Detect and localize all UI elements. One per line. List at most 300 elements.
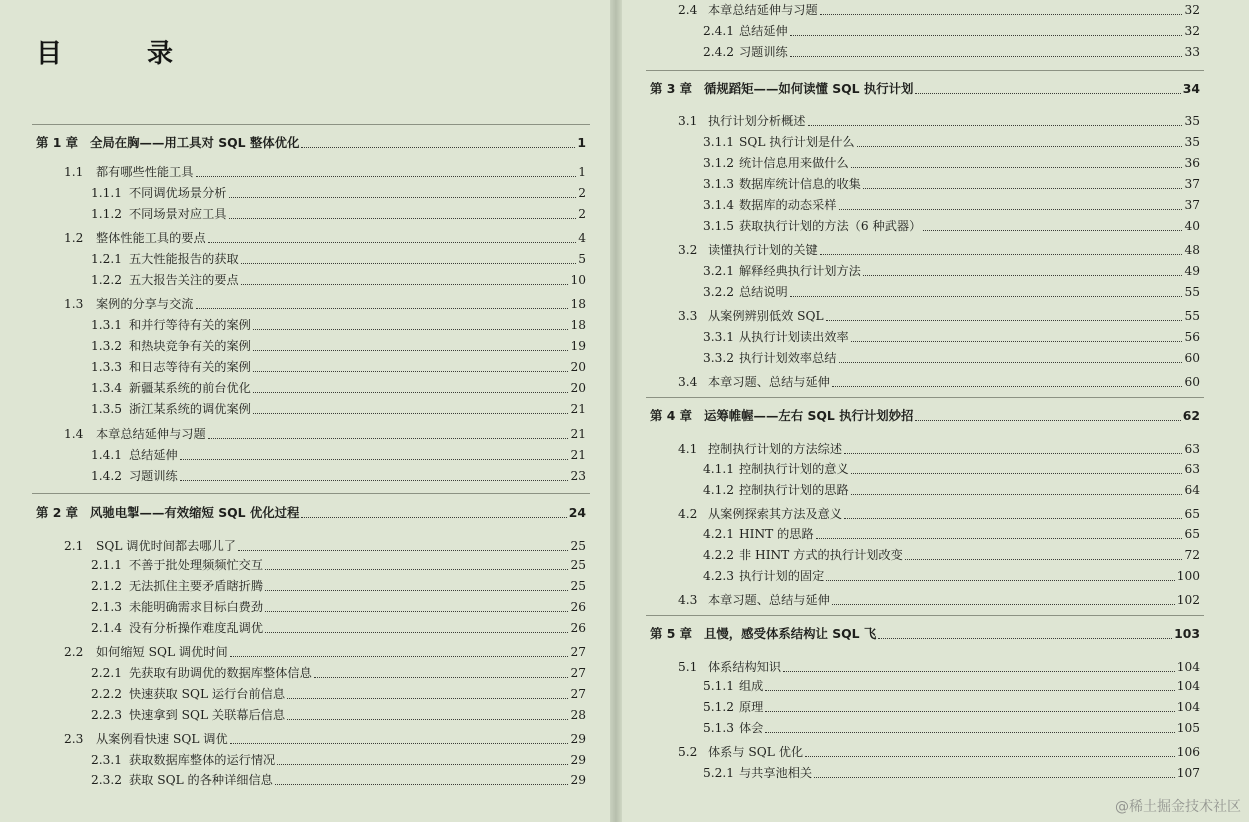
dot-leader xyxy=(863,188,1183,189)
toc-entry-page: 36 xyxy=(1184,156,1200,170)
toc-entry-title: 获取执行计划的方法（6 种武器） xyxy=(739,219,922,233)
toc-entry-page: 29 xyxy=(570,732,586,746)
toc-subsection-entry xyxy=(91,184,586,202)
chapter-divider xyxy=(32,493,590,494)
toc-entry-title: SQL 调优时间都去哪儿了 xyxy=(96,539,236,553)
toc-section-entry xyxy=(678,307,1200,325)
toc-subsection-entry xyxy=(91,706,586,724)
toc-entry-number: 2.2.1 xyxy=(91,666,123,680)
chapter-divider xyxy=(32,124,590,125)
toc-entry-number: 4.1.2 xyxy=(703,483,735,497)
dot-leader xyxy=(844,453,1182,454)
toc-title: 目 录 xyxy=(36,39,212,69)
toc-entry-page: 60 xyxy=(1184,375,1200,389)
toc-entry-page: 19 xyxy=(570,339,586,353)
toc-entry-title: 无法抓住主要矛盾瞎折腾 xyxy=(129,579,264,593)
toc-entry-number: 1.3.4 xyxy=(91,381,123,395)
toc-entry-number: 3.2.2 xyxy=(703,285,735,299)
toc-entry-title: 不同调优场景分析 xyxy=(129,186,227,200)
toc-chapter-entry xyxy=(650,625,1200,643)
toc-entry-title: 原理 xyxy=(739,700,764,714)
dot-leader xyxy=(832,604,1175,605)
toc-section-entry xyxy=(64,229,586,247)
toc-section-entry xyxy=(64,730,586,748)
dot-leader xyxy=(783,671,1175,672)
toc-entry-page: 21 xyxy=(570,402,586,416)
toc-entry-page: 35 xyxy=(1184,114,1200,128)
dot-leader xyxy=(844,518,1182,519)
dot-leader xyxy=(878,638,1172,639)
dot-leader xyxy=(923,230,1182,231)
toc-entry-number: 2.2.2 xyxy=(91,687,123,701)
toc-entry-page: 106 xyxy=(1176,745,1200,759)
toc-entry-number: 1.2 xyxy=(64,231,84,245)
toc-entry-page: 32 xyxy=(1184,3,1200,17)
toc-entry-title: 且慢，感受体系结构让 SQL 飞 xyxy=(704,626,877,641)
toc-section-entry xyxy=(64,425,586,443)
toc-section-entry xyxy=(64,537,586,555)
toc-entry-number: 2.1.4 xyxy=(91,621,123,635)
toc-entry-number: 1.3.5 xyxy=(91,402,123,416)
toc-entry-title: 不善于批处理频频忙交互 xyxy=(129,558,264,572)
toc-entry-title: 从案例辨别低效 SQL xyxy=(708,309,824,323)
toc-entry-page: 20 xyxy=(570,381,586,395)
toc-entry-page: 29 xyxy=(570,773,586,787)
dot-leader xyxy=(196,308,569,309)
toc-entry-number: 3.1 xyxy=(678,114,698,128)
toc-entry-title: 和日志等待有关的案例 xyxy=(129,360,251,374)
toc-entry-title: 习题训练 xyxy=(739,45,788,59)
toc-subsection-entry xyxy=(703,677,1200,695)
dot-leader xyxy=(808,125,1183,126)
toc-entry-title: 体系结构知识 xyxy=(708,660,782,674)
dot-leader xyxy=(905,559,1183,560)
toc-entry-number: 1.1 xyxy=(64,165,84,179)
chapter-divider xyxy=(646,70,1204,71)
toc-entry-number: 2.3.1 xyxy=(91,753,123,767)
dot-leader xyxy=(230,656,569,657)
toc-section-entry xyxy=(64,295,586,313)
toc-subsection-entry xyxy=(703,460,1200,478)
toc-entry-number: 2.2 xyxy=(64,645,84,659)
toc-entry-number: 2.4 xyxy=(678,3,698,17)
toc-entry-page: 28 xyxy=(570,708,586,722)
toc-entry-number: 3.1.3 xyxy=(703,177,735,191)
toc-entry-number: 5.1.1 xyxy=(703,679,735,693)
toc-entry-number: 1.1.2 xyxy=(91,207,123,221)
toc-entry-page: 107 xyxy=(1176,766,1200,780)
toc-entry-title: 风驰电掣——有效缩短 SQL 优化过程 xyxy=(90,505,300,520)
toc-entry-number: 5.1.3 xyxy=(703,721,735,735)
dot-leader xyxy=(790,35,1183,36)
toc-subsection-entry xyxy=(91,205,586,223)
toc-subsection-entry xyxy=(91,379,586,397)
toc-subsection-entry xyxy=(703,262,1200,280)
dot-leader xyxy=(851,494,1183,495)
toc-subsection-entry xyxy=(703,764,1200,782)
toc-entry-page: 37 xyxy=(1184,198,1200,212)
toc-subsection-entry xyxy=(703,546,1200,564)
toc-subsection-entry xyxy=(91,316,586,334)
toc-entry-page: 64 xyxy=(1184,483,1200,497)
toc-section-entry xyxy=(678,505,1200,523)
toc-subsection-entry xyxy=(91,556,586,574)
toc-entry-title: 控制执行计划的方法综述 xyxy=(708,442,843,456)
dot-leader xyxy=(790,296,1183,297)
toc-entry-title: 本章总结延伸与习题 xyxy=(708,3,818,17)
dot-leader xyxy=(851,341,1183,342)
toc-entry-page: 1 xyxy=(577,135,586,150)
toc-entry-title: 执行计划效率总结 xyxy=(739,351,837,365)
toc-entry-number: 1.3 xyxy=(64,297,84,311)
toc-section-entry xyxy=(64,163,586,181)
toc-entry-page: 63 xyxy=(1184,442,1200,456)
toc-entry-title: 如何缩短 SQL 调优时间 xyxy=(96,645,228,659)
toc-entry-title: 全局在胸——用工具对 SQL 整体优化 xyxy=(90,135,300,150)
toc-entry-page: 104 xyxy=(1176,700,1200,714)
toc-entry-number: 2.1.2 xyxy=(91,579,123,593)
toc-subsection-entry xyxy=(91,685,586,703)
toc-entry-number: 第 5 章 xyxy=(650,626,693,641)
toc-entry-number: 1.4.1 xyxy=(91,448,123,462)
toc-entry-title: 总结说明 xyxy=(739,285,788,299)
toc-entry-page: 1 xyxy=(578,165,586,179)
toc-subsection-entry xyxy=(703,154,1200,172)
toc-subsection-entry xyxy=(91,250,586,268)
toc-subsection-entry xyxy=(703,217,1200,235)
dot-leader xyxy=(915,93,1180,94)
toc-subsection-entry xyxy=(703,175,1200,193)
toc-entry-page: 65 xyxy=(1184,507,1200,521)
chapter-divider xyxy=(646,615,1204,616)
toc-entry-title: 读懂执行计划的关键 xyxy=(708,243,818,257)
toc-section-entry xyxy=(678,373,1200,391)
toc-entry-page: 34 xyxy=(1182,81,1200,96)
toc-entry-page: 56 xyxy=(1184,330,1200,344)
toc-entry-page: 35 xyxy=(1184,135,1200,149)
toc-entry-title: 从案例看快速 SQL 调优 xyxy=(96,732,228,746)
toc-entry-page: 25 xyxy=(570,579,586,593)
toc-subsection-entry xyxy=(703,133,1200,151)
toc-section-entry xyxy=(678,440,1200,458)
toc-entry-title: 未能明确需求目标白费劲 xyxy=(129,600,264,614)
toc-subsection-entry xyxy=(91,619,586,637)
toc-entry-page: 103 xyxy=(1174,626,1200,641)
toc-entry-page: 55 xyxy=(1184,309,1200,323)
toc-entry-number: 4.2 xyxy=(678,507,698,521)
toc-chapter-entry xyxy=(650,407,1200,425)
toc-section-entry xyxy=(678,591,1200,609)
toc-entry-title: 获取 SQL 的各种详细信息 xyxy=(129,773,273,787)
toc-entry-title: 从执行计划读出效率 xyxy=(739,330,849,344)
dot-leader xyxy=(287,719,568,720)
dot-leader xyxy=(826,320,1183,321)
toc-entry-title: 体系与 SQL 优化 xyxy=(708,745,804,759)
toc-entry-title: 非 HINT 方式的执行计划改变 xyxy=(739,548,903,562)
toc-entry-number: 5.1.2 xyxy=(703,700,735,714)
toc-entry-title: 整体性能工具的要点 xyxy=(96,231,206,245)
toc-entry-page: 65 xyxy=(1184,527,1200,541)
toc-entry-number: 第 1 章 xyxy=(36,135,79,150)
toc-entry-number: 3.3.2 xyxy=(703,351,735,365)
toc-entry-title: 获取数据库整体的运行情况 xyxy=(129,753,276,767)
toc-entry-title: 数据库的动态采样 xyxy=(739,198,837,212)
toc-section-entry xyxy=(64,643,586,661)
toc-subsection-entry xyxy=(703,525,1200,543)
toc-entry-number: 2.3.2 xyxy=(91,773,123,787)
toc-subsection-entry xyxy=(703,43,1200,61)
toc-entry-page: 105 xyxy=(1176,721,1200,735)
toc-entry-title: 执行计划分析概述 xyxy=(708,114,806,128)
dot-leader xyxy=(839,362,1183,363)
toc-entry-title: 快速拿到 SQL 关联幕后信息 xyxy=(129,708,286,722)
dot-leader xyxy=(301,517,566,518)
dot-leader xyxy=(314,677,569,678)
dot-leader xyxy=(265,590,568,591)
toc-entry-page: 25 xyxy=(570,558,586,572)
toc-entry-number: 2.1 xyxy=(64,539,84,553)
toc-entry-title: 没有分析操作难度乱调优 xyxy=(129,621,264,635)
toc-chapter-entry xyxy=(36,134,586,152)
toc-entry-number: 3.1.2 xyxy=(703,156,735,170)
toc-entry-page: 33 xyxy=(1184,45,1200,59)
toc-entry-title: HINT 的思路 xyxy=(739,527,814,541)
toc-entry-title: 不同场景对应工具 xyxy=(129,207,227,221)
toc-entry-number: 3.1.4 xyxy=(703,198,735,212)
toc-subsection-entry xyxy=(91,400,586,418)
dot-leader xyxy=(851,167,1183,168)
toc-entry-number: 3.1.1 xyxy=(703,135,735,149)
toc-entry-title: 运筹帷幄——左右 SQL 执行计划妙招 xyxy=(704,408,914,423)
toc-entry-page: 102 xyxy=(1176,593,1200,607)
toc-section-entry xyxy=(678,743,1200,761)
dot-leader xyxy=(277,764,568,765)
toc-entry-title: 本章总结延伸与习题 xyxy=(96,427,206,441)
toc-subsection-entry xyxy=(91,446,586,464)
toc-entry-page: 5 xyxy=(578,252,586,266)
toc-entry-number: 4.1.1 xyxy=(703,462,735,476)
dot-leader xyxy=(814,777,1175,778)
dot-leader xyxy=(820,14,1183,15)
toc-entry-title: 总结延伸 xyxy=(129,448,178,462)
toc-entry-number: 1.3.2 xyxy=(91,339,123,353)
toc-entry-page: 55 xyxy=(1184,285,1200,299)
toc-entry-number: 2.1.3 xyxy=(91,600,123,614)
toc-entry-page: 26 xyxy=(570,621,586,635)
toc-entry-title: 五大报告关注的要点 xyxy=(129,273,239,287)
dot-leader xyxy=(765,732,1174,733)
toc-entry-page: 100 xyxy=(1176,569,1200,583)
toc-subsection-entry xyxy=(91,598,586,616)
dot-leader xyxy=(287,698,568,699)
toc-entry-number: 2.1.1 xyxy=(91,558,123,572)
right-page xyxy=(622,0,1249,822)
dot-leader xyxy=(790,56,1183,57)
toc-chapter-entry xyxy=(650,80,1200,98)
toc-entry-page: 27 xyxy=(570,687,586,701)
toc-subsection-entry xyxy=(91,271,586,289)
toc-entry-number: 第 2 章 xyxy=(36,505,79,520)
dot-leader xyxy=(265,569,568,570)
watermark: @稀土掘金技术社区 xyxy=(1115,799,1241,815)
toc-entry-title: 控制执行计划的思路 xyxy=(739,483,849,497)
toc-entry-number: 4.2.1 xyxy=(703,527,735,541)
dot-leader xyxy=(765,711,1174,712)
dot-leader xyxy=(238,550,568,551)
dot-leader xyxy=(301,147,575,148)
toc-entry-title: 总结延伸 xyxy=(739,24,788,38)
dot-leader xyxy=(253,350,569,351)
toc-entry-page: 104 xyxy=(1176,679,1200,693)
toc-entry-number: 1.3.3 xyxy=(91,360,123,374)
dot-leader xyxy=(765,690,1174,691)
toc-entry-number: 1.3.1 xyxy=(91,318,123,332)
toc-subsection-entry xyxy=(703,567,1200,585)
toc-entry-number: 3.3 xyxy=(678,309,698,323)
toc-subsection-entry xyxy=(703,328,1200,346)
toc-chapter-entry xyxy=(36,504,586,522)
toc-entry-page: 60 xyxy=(1184,351,1200,365)
dot-leader xyxy=(820,254,1183,255)
dot-leader xyxy=(851,473,1183,474)
dot-leader xyxy=(832,386,1183,387)
toc-entry-page: 72 xyxy=(1184,548,1200,562)
toc-entry-page: 24 xyxy=(568,505,586,520)
toc-entry-number: 4.1 xyxy=(678,442,698,456)
toc-subsection-entry xyxy=(91,337,586,355)
toc-subsection-entry xyxy=(91,664,586,682)
toc-entry-page: 26 xyxy=(570,600,586,614)
dot-leader xyxy=(253,392,569,393)
toc-entry-number: 1.4 xyxy=(64,427,84,441)
toc-subsection-entry xyxy=(91,771,586,789)
dot-leader xyxy=(208,438,569,439)
toc-entry-number: 2.3 xyxy=(64,732,84,746)
dot-leader xyxy=(826,580,1174,581)
dot-leader xyxy=(253,329,569,330)
toc-entry-page: 104 xyxy=(1176,660,1200,674)
toc-entry-page: 32 xyxy=(1184,24,1200,38)
toc-entry-title: 浙江某系统的调优案例 xyxy=(129,402,251,416)
toc-entry-page: 2 xyxy=(578,186,586,200)
toc-entry-title: 和热块竞争有关的案例 xyxy=(129,339,251,353)
toc-entry-title: SQL 执行计划是什么 xyxy=(739,135,855,149)
dot-leader xyxy=(180,480,569,481)
toc-entry-page: 27 xyxy=(570,666,586,680)
dot-leader xyxy=(253,413,569,414)
dot-leader xyxy=(265,632,568,633)
toc-entry-page: 23 xyxy=(570,469,586,483)
dot-leader xyxy=(863,275,1183,276)
toc-entry-page: 25 xyxy=(570,539,586,553)
toc-entry-page: 62 xyxy=(1182,408,1200,423)
dot-leader xyxy=(208,242,577,243)
dot-leader xyxy=(805,756,1175,757)
toc-subsection-entry xyxy=(703,698,1200,716)
toc-entry-page: 4 xyxy=(578,231,586,245)
dot-leader xyxy=(265,611,568,612)
toc-entry-page: 18 xyxy=(570,297,586,311)
toc-section-entry xyxy=(678,1,1200,19)
dot-leader xyxy=(180,459,569,460)
dot-leader xyxy=(253,371,569,372)
dot-leader xyxy=(229,197,577,198)
toc-entry-page: 21 xyxy=(570,448,586,462)
dot-leader xyxy=(230,743,569,744)
toc-entry-number: 1.4.2 xyxy=(91,469,123,483)
toc-entry-title: 统计信息用来做什么 xyxy=(739,156,849,170)
toc-entry-title: 体会 xyxy=(739,721,764,735)
toc-section-entry xyxy=(678,112,1200,130)
toc-entry-number: 4.3 xyxy=(678,593,698,607)
toc-entry-title: 数据库统计信息的收集 xyxy=(739,177,861,191)
dot-leader xyxy=(241,263,577,264)
toc-entry-page: 27 xyxy=(570,645,586,659)
dot-leader xyxy=(275,784,569,785)
toc-entry-title: 习题训练 xyxy=(129,469,178,483)
dot-leader xyxy=(915,420,1180,421)
page-gutter xyxy=(610,0,622,822)
toc-entry-title: 与共享池相关 xyxy=(739,766,813,780)
dot-leader xyxy=(229,218,577,219)
toc-entry-page: 37 xyxy=(1184,177,1200,191)
toc-entry-number: 第 4 章 xyxy=(650,408,693,423)
toc-subsection-entry xyxy=(91,751,586,769)
toc-entry-number: 3.1.5 xyxy=(703,219,735,233)
toc-entry-number: 2.4.1 xyxy=(703,24,735,38)
toc-entry-title: 控制执行计划的意义 xyxy=(739,462,849,476)
toc-entry-number: 5.2 xyxy=(678,745,698,759)
toc-entry-title: 五大性能报告的获取 xyxy=(129,252,239,266)
toc-entry-page: 10 xyxy=(570,273,586,287)
toc-entry-number: 1.2.1 xyxy=(91,252,123,266)
toc-entry-number: 5.1 xyxy=(678,660,698,674)
dot-leader xyxy=(241,284,569,285)
toc-entry-number: 3.3.1 xyxy=(703,330,735,344)
toc-subsection-entry xyxy=(703,22,1200,40)
toc-entry-title: 快速获取 SQL 运行台前信息 xyxy=(129,687,286,701)
toc-entry-page: 40 xyxy=(1184,219,1200,233)
toc-subsection-entry xyxy=(91,358,586,376)
toc-entry-title: 本章习题、总结与延伸 xyxy=(708,593,830,607)
toc-entry-title: 从案例探索其方法及意义 xyxy=(708,507,843,521)
toc-entry-title: 组成 xyxy=(739,679,764,693)
toc-entry-title: 执行计划的固定 xyxy=(739,569,825,583)
toc-section-entry xyxy=(678,241,1200,259)
toc-subsection-entry xyxy=(703,196,1200,214)
toc-entry-number: 3.2 xyxy=(678,243,698,257)
toc-entry-number: 4.2.2 xyxy=(703,548,735,562)
dot-leader xyxy=(816,538,1183,539)
toc-entry-number: 2.4.2 xyxy=(703,45,735,59)
toc-subsection-entry xyxy=(703,719,1200,737)
toc-subsection-entry xyxy=(91,467,586,485)
toc-entry-page: 21 xyxy=(570,427,586,441)
dot-leader xyxy=(857,146,1183,147)
toc-entry-title: 案例的分享与交流 xyxy=(96,297,194,311)
toc-entry-title: 都有哪些性能工具 xyxy=(96,165,194,179)
toc-entry-title: 解释经典执行计划方法 xyxy=(739,264,861,278)
toc-entry-page: 20 xyxy=(570,360,586,374)
toc-subsection-entry xyxy=(91,577,586,595)
toc-entry-page: 18 xyxy=(570,318,586,332)
toc-subsection-entry xyxy=(703,283,1200,301)
toc-subsection-entry xyxy=(703,349,1200,367)
toc-entry-number: 1.2.2 xyxy=(91,273,123,287)
toc-entry-number: 1.1.1 xyxy=(91,186,123,200)
toc-entry-number: 4.2.3 xyxy=(703,569,735,583)
toc-section-entry xyxy=(678,658,1200,676)
